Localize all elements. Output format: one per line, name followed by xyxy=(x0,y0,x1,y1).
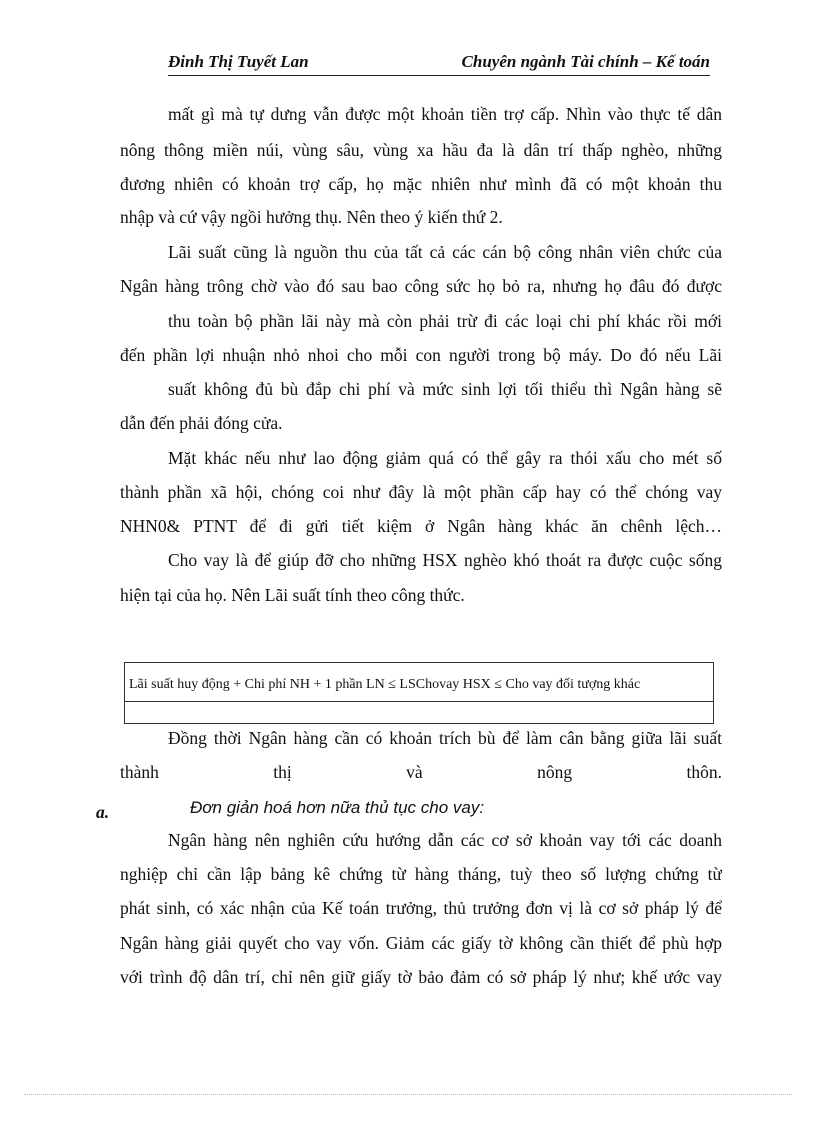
text-line: nghiệp chỉ cần lập bảng kê chứng từ hàng tháng, tuỳ theo số lượng chứng từ xyxy=(120,864,722,884)
text-line: thu toàn bộ phần lãi này mà còn phải trừ đi các loại chi phí khác rồi mới xyxy=(168,311,722,331)
text-line: nông thông miền núi, vùng sâu, vùng xa hầu đa là dân trí thấp nghèo, những xyxy=(120,140,722,160)
header-author: Đinh Thị Tuyết Lan xyxy=(168,52,309,71)
text-line: đương nhiên có khoản trợ cấp, họ mặc nhiên như mình đã có một khoản thu xyxy=(120,174,722,194)
text-line: thành phần xã hội, chóng coi như đây là một phần cấp hay có thể chóng vay xyxy=(120,482,722,502)
formula-rule xyxy=(125,701,713,702)
text-line: Mặt khác nếu như lao động giảm quá có thể gây ra thói xấu cho mét số xyxy=(168,448,722,468)
text-line: Ngân hàng giải quyết cho vay vốn. Giảm các giấy tờ không cần thiết để phù hợp xyxy=(120,933,722,953)
section-label: a. xyxy=(96,802,110,822)
header-rule xyxy=(168,75,710,76)
text-line: Cho vay là để giúp đỡ cho những HSX nghèo khó thoát ra được cuộc sống xyxy=(168,550,722,570)
text-line: đến phần lợi nhuận nhỏ nhoi cho mỗi con người trong bộ máy. Do đó nếu Lãi xyxy=(120,345,722,365)
text-line: nhập và cứ vậy ngồi hưởng thụ. Nên theo ý kiến thứ 2. xyxy=(120,207,503,227)
formula-text: Lãi suất huy động + Chi phí NH + 1 phần LN ≤ LSChovay HSX ≤ Cho vay đối tượng khác xyxy=(129,677,641,692)
section-title: Đơn giản hoá hơn nữa thủ tục cho vay: xyxy=(190,798,485,817)
page-header xyxy=(168,52,710,76)
text-line: Ngân hàng nên nghiên cứu hướng dẫn các cơ sở khoản vay tới các doanh xyxy=(168,830,722,850)
text-line: thành thị và nông thôn. xyxy=(120,762,722,782)
text-line: với trình độ dân trí, chỉ nên giữ giấy tờ bảo đảm có sở pháp lý như; khế ước vay xyxy=(120,967,722,987)
text-line: mất gì mà tự dưng vẫn được một khoản tiền trợ cấp. Nhìn vào thực tế dân xyxy=(168,104,722,124)
text-line: phát sinh, có xác nhận của Kế toán trưởng, thủ trưởng đơn vị là cơ sở pháp lý để xyxy=(120,898,722,918)
text-line: Đồng thời Ngân hàng cần có khoản trích bù để làm cân bằng giữa lãi suất xyxy=(168,728,722,748)
header-major: Chuyên ngành Tài chính – Kế toán xyxy=(461,52,710,71)
text-line: hiện tại của họ. Nên Lãi suất tính theo công thức. xyxy=(120,585,465,605)
text-line: NHN0& PTNT để đi gửi tiết kiệm ở Ngân hàng khác ăn chênh lệch… xyxy=(120,516,722,536)
footer-divider xyxy=(24,1094,792,1095)
text-line: Ngân hàng trông chờ vào đó sau bao công sức họ bỏ ra, nhưng họ đâu đó được xyxy=(120,276,722,296)
formula-box xyxy=(124,662,714,724)
text-line: suất không đủ bù đắp chi phí và mức sinh lợi tối thiểu thì Ngân hàng sẽ xyxy=(168,379,722,399)
text-line: dẫn đến phải đóng cửa. xyxy=(120,413,283,433)
text-line: Lãi suất cũng là nguồn thu của tất cả các cán bộ công nhân viên chức của xyxy=(168,242,722,262)
